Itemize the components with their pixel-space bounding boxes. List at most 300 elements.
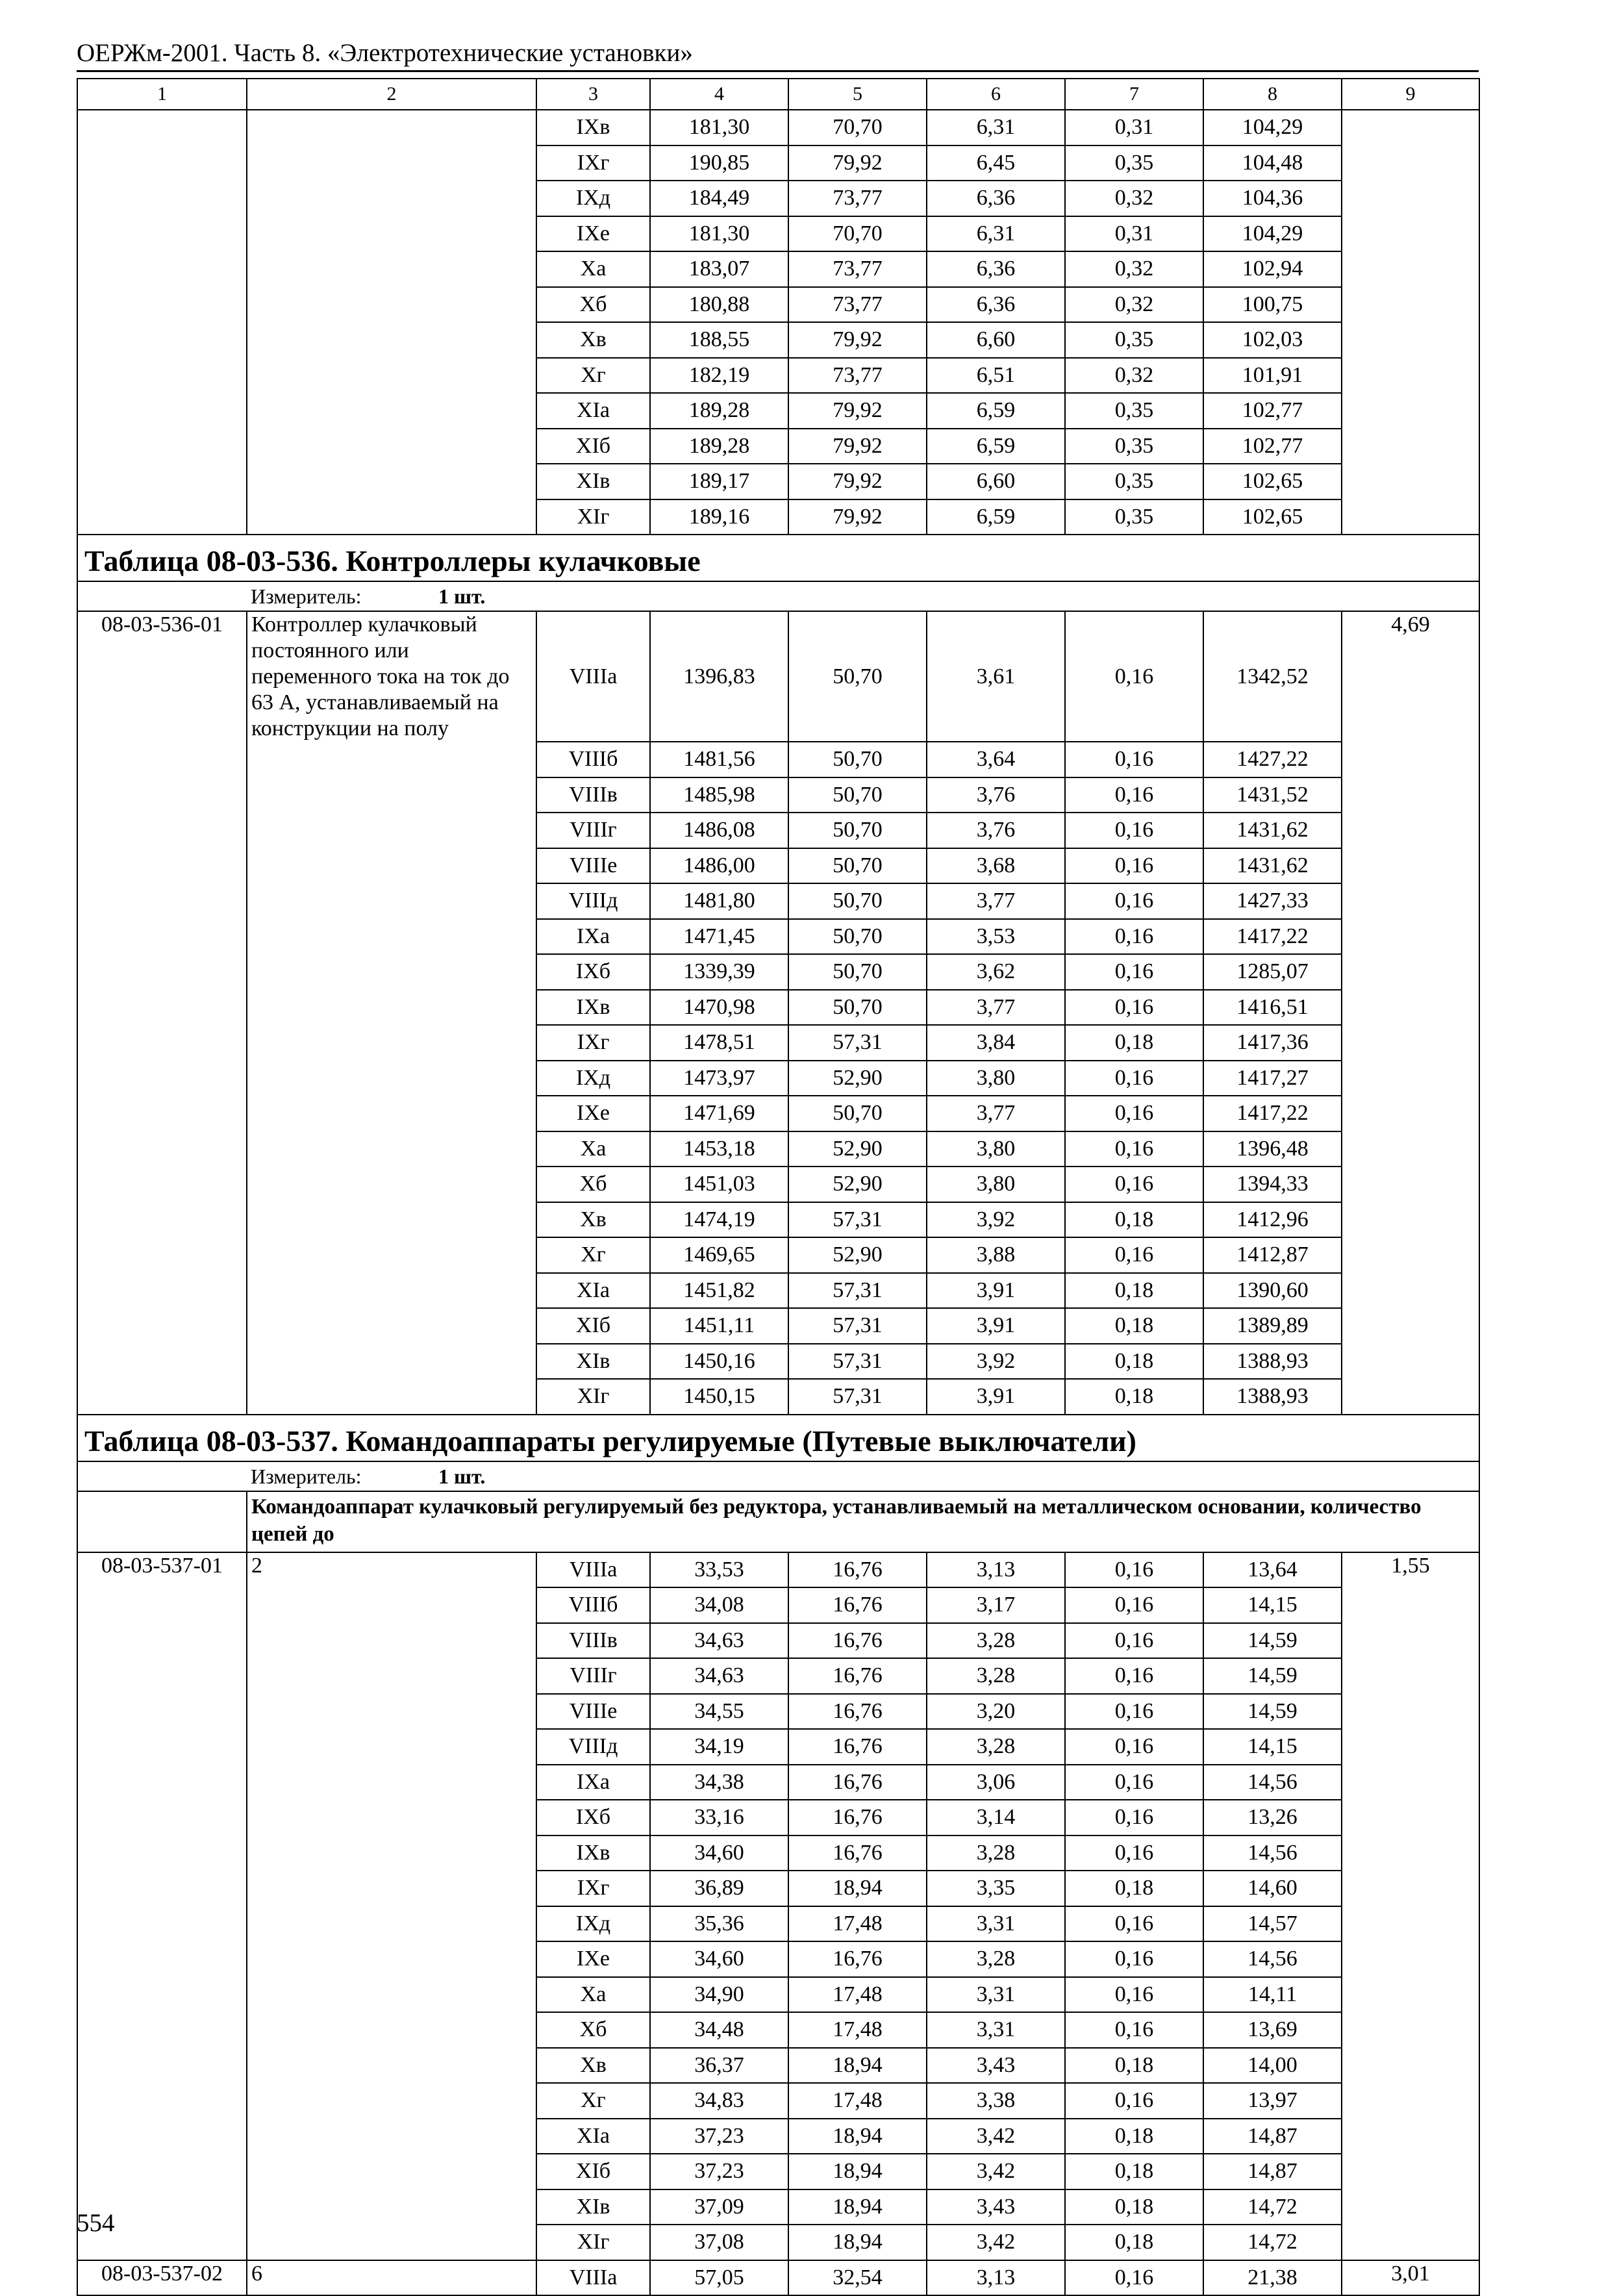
table-row	[77, 611, 1479, 742]
row-value: 0,16	[1065, 1765, 1203, 1800]
row-value: XIг	[536, 1379, 650, 1415]
table-row	[77, 216, 1479, 252]
row-value: VIIIг	[536, 813, 650, 848]
row-value: Xг	[536, 2083, 650, 2119]
row-value: 3,84	[927, 1025, 1065, 1061]
group-caption-row	[77, 1491, 1479, 1552]
row-value: VIIIг	[536, 1658, 650, 1694]
row-col9	[1342, 1658, 1479, 1694]
table-row	[77, 1658, 1479, 1694]
table-row	[77, 429, 1479, 464]
row-col9	[1342, 358, 1479, 394]
row-value: VIIIе	[536, 848, 650, 884]
row-value: 0,18	[1065, 1202, 1203, 1238]
row-value: 0,35	[1065, 499, 1203, 535]
row-col9	[1342, 1906, 1479, 1942]
row-code	[77, 2048, 247, 2084]
row-value: 0,16	[1065, 990, 1203, 1026]
row-code	[77, 1237, 247, 1273]
measure-unit: 1 шт.	[438, 1464, 486, 1488]
table-row	[77, 1131, 1479, 1167]
row-code: 08-03-537-01	[77, 1552, 247, 1588]
row-value: XIа	[536, 1273, 650, 1309]
row-value: 16,76	[788, 1623, 927, 1659]
row-description	[247, 1237, 536, 1273]
table-row	[77, 2260, 1479, 2296]
table-row	[77, 1237, 1479, 1273]
row-value: 0,18	[1065, 1273, 1203, 1309]
row-value: 6,31	[927, 110, 1065, 145]
table-row	[77, 1836, 1479, 1871]
row-value: 181,30	[650, 216, 788, 252]
row-value: 3,61	[927, 611, 1065, 742]
row-description	[247, 499, 536, 535]
table-row	[77, 181, 1479, 216]
row-value: 37,23	[650, 2119, 788, 2154]
table-row	[77, 110, 1479, 145]
row-col9	[1342, 145, 1479, 181]
row-value: 16,76	[788, 1552, 927, 1588]
row-value: 34,08	[650, 1587, 788, 1623]
row-value: Xа	[536, 1977, 650, 2013]
row-value: 1431,62	[1203, 813, 1342, 848]
row-value: 6,36	[927, 287, 1065, 323]
row-col9	[1342, 181, 1479, 216]
row-value: 0,18	[1065, 1344, 1203, 1380]
row-code	[77, 1061, 247, 1096]
row-code	[77, 1587, 247, 1623]
row-code	[77, 1941, 247, 1977]
row-value: 14,56	[1203, 1836, 1342, 1871]
row-value: IXе	[536, 1096, 650, 1131]
row-value: 0,16	[1065, 742, 1203, 777]
row-value: 1470,98	[650, 990, 788, 1026]
row-description	[247, 1729, 536, 1765]
row-value: Xв	[536, 1202, 650, 1238]
table-row	[77, 1623, 1479, 1659]
row-value: 18,94	[788, 2189, 927, 2225]
row-description	[247, 2189, 536, 2225]
row-col9	[1342, 777, 1479, 813]
row-value: 52,90	[788, 1237, 927, 1273]
column-number: 2	[247, 79, 536, 110]
row-value: 0,16	[1065, 1623, 1203, 1659]
table-row	[77, 2154, 1479, 2189]
row-value: 0,16	[1065, 1800, 1203, 1836]
table-row	[77, 848, 1479, 884]
row-value: 0,16	[1065, 1694, 1203, 1730]
measure-row	[77, 581, 1479, 611]
row-value: IXг	[536, 1871, 650, 1906]
row-value: 50,70	[788, 813, 927, 848]
row-description	[247, 848, 536, 884]
row-value: 57,31	[788, 1202, 927, 1238]
row-description	[247, 777, 536, 813]
row-value: 50,70	[788, 777, 927, 813]
row-value: 6,59	[927, 499, 1065, 535]
row-value: 1339,39	[650, 954, 788, 990]
table-title: Таблица 08-03-536. Контроллеры кулачковые	[84, 544, 701, 577]
row-value: 0,16	[1065, 1587, 1203, 1623]
row-value: 50,70	[788, 848, 927, 884]
row-value: Xб	[536, 2012, 650, 2048]
row-value: 104,29	[1203, 110, 1342, 145]
row-value: 50,70	[788, 1096, 927, 1131]
row-value: 34,63	[650, 1623, 788, 1659]
row-value: IXа	[536, 919, 650, 955]
table-row	[77, 1273, 1479, 1309]
row-value: 3,68	[927, 848, 1065, 884]
row-value: XIг	[536, 499, 650, 535]
row-col9	[1342, 848, 1479, 884]
row-value: 32,54	[788, 2260, 927, 2296]
measure-unit: 1 шт.	[438, 585, 486, 608]
row-value: 189,28	[650, 429, 788, 464]
row-description	[247, 287, 536, 323]
row-value: 0,16	[1065, 954, 1203, 990]
row-code	[77, 1836, 247, 1871]
row-value: 14,56	[1203, 1765, 1342, 1800]
row-code	[77, 1344, 247, 1380]
row-value: 1431,52	[1203, 777, 1342, 813]
row-value: 0,18	[1065, 1025, 1203, 1061]
row-value: 3,43	[927, 2048, 1065, 2084]
row-value: 3,28	[927, 1836, 1065, 1871]
row-value: 3,42	[927, 2225, 1065, 2260]
row-code	[77, 2154, 247, 2189]
row-value: 0,16	[1065, 611, 1203, 742]
table-row	[77, 1344, 1479, 1380]
row-col9	[1342, 393, 1479, 429]
row-code	[77, 1765, 247, 1800]
page-number: 554	[77, 2209, 115, 2237]
row-value: 52,90	[788, 1167, 927, 1202]
row-value: 0,16	[1065, 1836, 1203, 1871]
row-value: 102,65	[1203, 499, 1342, 535]
row-col9	[1342, 919, 1479, 955]
row-value: 79,92	[788, 322, 927, 358]
row-code	[77, 464, 247, 499]
row-col9	[1342, 1308, 1479, 1344]
row-col9: 3,01	[1342, 2260, 1479, 2296]
row-code	[77, 1729, 247, 1765]
row-value: 1450,16	[650, 1344, 788, 1380]
table-row	[77, 1871, 1479, 1906]
row-value: 50,70	[788, 742, 927, 777]
row-value: VIIIа	[536, 2260, 650, 2296]
row-value: 0,35	[1065, 145, 1203, 181]
measure-wrap	[78, 1462, 1479, 1491]
row-value: 180,88	[650, 287, 788, 323]
row-value: 70,70	[788, 110, 927, 145]
table-row	[77, 1202, 1479, 1238]
row-value: IXв	[536, 110, 650, 145]
row-code	[77, 1800, 247, 1836]
row-col9	[1342, 1587, 1479, 1623]
row-description	[247, 322, 536, 358]
row-value: 57,31	[788, 1308, 927, 1344]
row-description	[247, 358, 536, 394]
row-code	[77, 883, 247, 919]
row-col9	[1342, 954, 1479, 990]
table-row	[77, 2189, 1479, 2225]
row-value: VIIIа	[536, 611, 650, 742]
table-row	[77, 2119, 1479, 2154]
row-col9	[1342, 990, 1479, 1026]
row-description	[247, 1379, 536, 1415]
row-value: 0,18	[1065, 1871, 1203, 1906]
row-col9	[1342, 1800, 1479, 1836]
row-value: 0,16	[1065, 919, 1203, 955]
row-value: VIIIб	[536, 1587, 650, 1623]
row-value: 3,77	[927, 990, 1065, 1026]
row-description	[247, 2154, 536, 2189]
row-value: VIIIе	[536, 1694, 650, 1730]
row-value: 184,49	[650, 181, 788, 216]
row-value: 3,64	[927, 742, 1065, 777]
row-code	[77, 1871, 247, 1906]
row-value: 14,87	[1203, 2119, 1342, 2154]
row-description	[247, 2225, 536, 2260]
row-value: 0,16	[1065, 1977, 1203, 2013]
row-value: 18,94	[788, 2048, 927, 2084]
row-col9	[1342, 322, 1479, 358]
row-value: 0,16	[1065, 1096, 1203, 1131]
row-code	[77, 1308, 247, 1344]
row-description	[247, 1941, 536, 1977]
row-value: 1453,18	[650, 1131, 788, 1167]
row-code	[77, 2119, 247, 2154]
row-value: 1486,08	[650, 813, 788, 848]
row-col9	[1342, 1202, 1479, 1238]
row-value: 0,18	[1065, 2189, 1203, 2225]
row-value: 36,37	[650, 2048, 788, 2084]
row-value: 73,77	[788, 251, 927, 287]
row-value: 3,80	[927, 1061, 1065, 1096]
row-value: 3,35	[927, 1871, 1065, 1906]
row-value: 1471,45	[650, 919, 788, 955]
row-description	[247, 1131, 536, 1167]
row-value: 1469,65	[650, 1237, 788, 1273]
row-value: 1388,93	[1203, 1379, 1342, 1415]
row-value: 16,76	[788, 1836, 927, 1871]
row-value: IXг	[536, 1025, 650, 1061]
row-value: Xб	[536, 1167, 650, 1202]
row-code	[77, 1658, 247, 1694]
row-description	[247, 2083, 536, 2119]
row-description	[247, 1836, 536, 1871]
row-value: 3,80	[927, 1131, 1065, 1167]
row-description	[247, 393, 536, 429]
row-code	[77, 1096, 247, 1131]
row-col9	[1342, 2012, 1479, 2048]
row-value: 0,16	[1065, 1941, 1203, 1977]
row-value: 16,76	[788, 1800, 927, 1836]
row-code	[77, 2012, 247, 2048]
row-value: 17,48	[788, 1977, 927, 2013]
row-code	[77, 429, 247, 464]
row-value: 189,17	[650, 464, 788, 499]
row-description	[247, 2119, 536, 2154]
row-code	[77, 322, 247, 358]
header-rule	[77, 70, 1479, 72]
table-row	[77, 742, 1479, 777]
row-code	[77, 2083, 247, 2119]
row-value: 6,59	[927, 429, 1065, 464]
row-value: 1485,98	[650, 777, 788, 813]
row-col9	[1342, 1237, 1479, 1273]
row-description	[247, 883, 536, 919]
row-value: IXе	[536, 216, 650, 252]
row-value: 14,57	[1203, 1906, 1342, 1942]
row-value: 14,15	[1203, 1729, 1342, 1765]
row-value: XIб	[536, 1308, 650, 1344]
row-code	[77, 287, 247, 323]
row-col9	[1342, 1344, 1479, 1380]
row-value: 1451,03	[650, 1167, 788, 1202]
table-row	[77, 358, 1479, 394]
column-number: 8	[1203, 79, 1342, 110]
row-value: 3,53	[927, 919, 1065, 955]
row-value: 14,87	[1203, 2154, 1342, 2189]
row-value: 14,56	[1203, 1941, 1342, 1977]
row-code	[77, 393, 247, 429]
row-col9	[1342, 1379, 1479, 1415]
row-description	[247, 110, 536, 145]
row-value: XIв	[536, 464, 650, 499]
table-row	[77, 1379, 1479, 1415]
row-value: 3,31	[927, 1906, 1065, 1942]
row-value: 3,62	[927, 954, 1065, 990]
column-number: 7	[1065, 79, 1203, 110]
row-description	[247, 1587, 536, 1623]
row-value: 3,31	[927, 1977, 1065, 2013]
row-value: 57,31	[788, 1379, 927, 1415]
row-value: 50,70	[788, 954, 927, 990]
row-value: 3,88	[927, 1237, 1065, 1273]
table-row	[77, 1552, 1479, 1588]
row-value: 0,16	[1065, 1552, 1203, 1588]
row-value: 0,35	[1065, 322, 1203, 358]
row-value: 16,76	[788, 1765, 927, 1800]
table-body	[77, 79, 1479, 2295]
row-value: 1450,15	[650, 1379, 788, 1415]
table-row	[77, 2048, 1479, 2084]
table-row	[77, 393, 1479, 429]
row-col9	[1342, 1623, 1479, 1659]
row-value: 0,18	[1065, 2119, 1203, 2154]
row-value: 102,94	[1203, 251, 1342, 287]
row-description	[247, 954, 536, 990]
row-value: 16,76	[788, 1694, 927, 1730]
row-value: 14,00	[1203, 2048, 1342, 2084]
row-value: XIб	[536, 2154, 650, 2189]
row-value: 0,16	[1065, 1658, 1203, 1694]
row-value: 35,36	[650, 1906, 788, 1942]
row-col9	[1342, 216, 1479, 252]
row-value: 3,91	[927, 1379, 1065, 1415]
table-row	[77, 883, 1479, 919]
row-value: IXб	[536, 1800, 650, 1836]
row-value: 1431,62	[1203, 848, 1342, 884]
row-value: 50,70	[788, 919, 927, 955]
table-row	[77, 464, 1479, 499]
row-value: 34,63	[650, 1658, 788, 1694]
row-value: 1389,89	[1203, 1308, 1342, 1344]
row-description	[247, 1871, 536, 1906]
row-code	[77, 251, 247, 287]
row-col9	[1342, 883, 1479, 919]
row-value: 3,91	[927, 1308, 1065, 1344]
table-row	[77, 287, 1479, 323]
table-row	[77, 777, 1479, 813]
row-value: 73,77	[788, 181, 927, 216]
row-value: 0,18	[1065, 2225, 1203, 2260]
row-col9	[1342, 1765, 1479, 1800]
row-description	[247, 742, 536, 777]
row-description	[247, 1308, 536, 1344]
measure-cell	[77, 581, 1479, 611]
row-code	[77, 110, 247, 145]
row-value: XIа	[536, 2119, 650, 2154]
row-description	[247, 464, 536, 499]
row-value: 3,28	[927, 1941, 1065, 1977]
row-value: 0,35	[1065, 464, 1203, 499]
row-value: 17,48	[788, 2012, 927, 2048]
row-value: 102,65	[1203, 464, 1342, 499]
row-value: 14,60	[1203, 1871, 1342, 1906]
row-description	[247, 1025, 536, 1061]
row-value: 3,76	[927, 813, 1065, 848]
row-value: 14,59	[1203, 1658, 1342, 1694]
row-col9	[1342, 813, 1479, 848]
row-value: 79,92	[788, 145, 927, 181]
row-value: 102,77	[1203, 393, 1342, 429]
row-value: 0,16	[1065, 1131, 1203, 1167]
row-value: 57,31	[788, 1025, 927, 1061]
row-value: 3,38	[927, 2083, 1065, 2119]
table-row	[77, 990, 1479, 1026]
row-value: 1481,56	[650, 742, 788, 777]
row-col9	[1342, 1096, 1479, 1131]
page-header: ОЕРЖм-2001. Часть 8. «Электротехнические установки»	[77, 39, 693, 67]
table-title-cell	[77, 1415, 1479, 1461]
row-code	[77, 848, 247, 884]
row-col9	[1342, 1977, 1479, 2013]
table-row	[77, 2225, 1479, 2260]
row-value: 3,31	[927, 2012, 1065, 2048]
measure-label: Измеритель:	[251, 1464, 362, 1488]
measure-wrap	[78, 582, 1479, 611]
table-row	[77, 1167, 1479, 1202]
row-value: 34,60	[650, 1836, 788, 1871]
table-row	[77, 1729, 1479, 1765]
row-code	[77, 1025, 247, 1061]
row-value: 3,92	[927, 1202, 1065, 1238]
row-value: 1412,87	[1203, 1237, 1342, 1273]
row-value: 3,13	[927, 2260, 1065, 2296]
row-value: 37,08	[650, 2225, 788, 2260]
row-col9	[1342, 1167, 1479, 1202]
row-value: 13,69	[1203, 2012, 1342, 2048]
row-value: Xг	[536, 358, 650, 394]
row-value: 0,16	[1065, 777, 1203, 813]
table-row	[77, 145, 1479, 181]
column-number: 3	[536, 79, 650, 110]
row-value: XIв	[536, 2189, 650, 2225]
row-value: Xа	[536, 1131, 650, 1167]
row-value: 1390,60	[1203, 1273, 1342, 1309]
